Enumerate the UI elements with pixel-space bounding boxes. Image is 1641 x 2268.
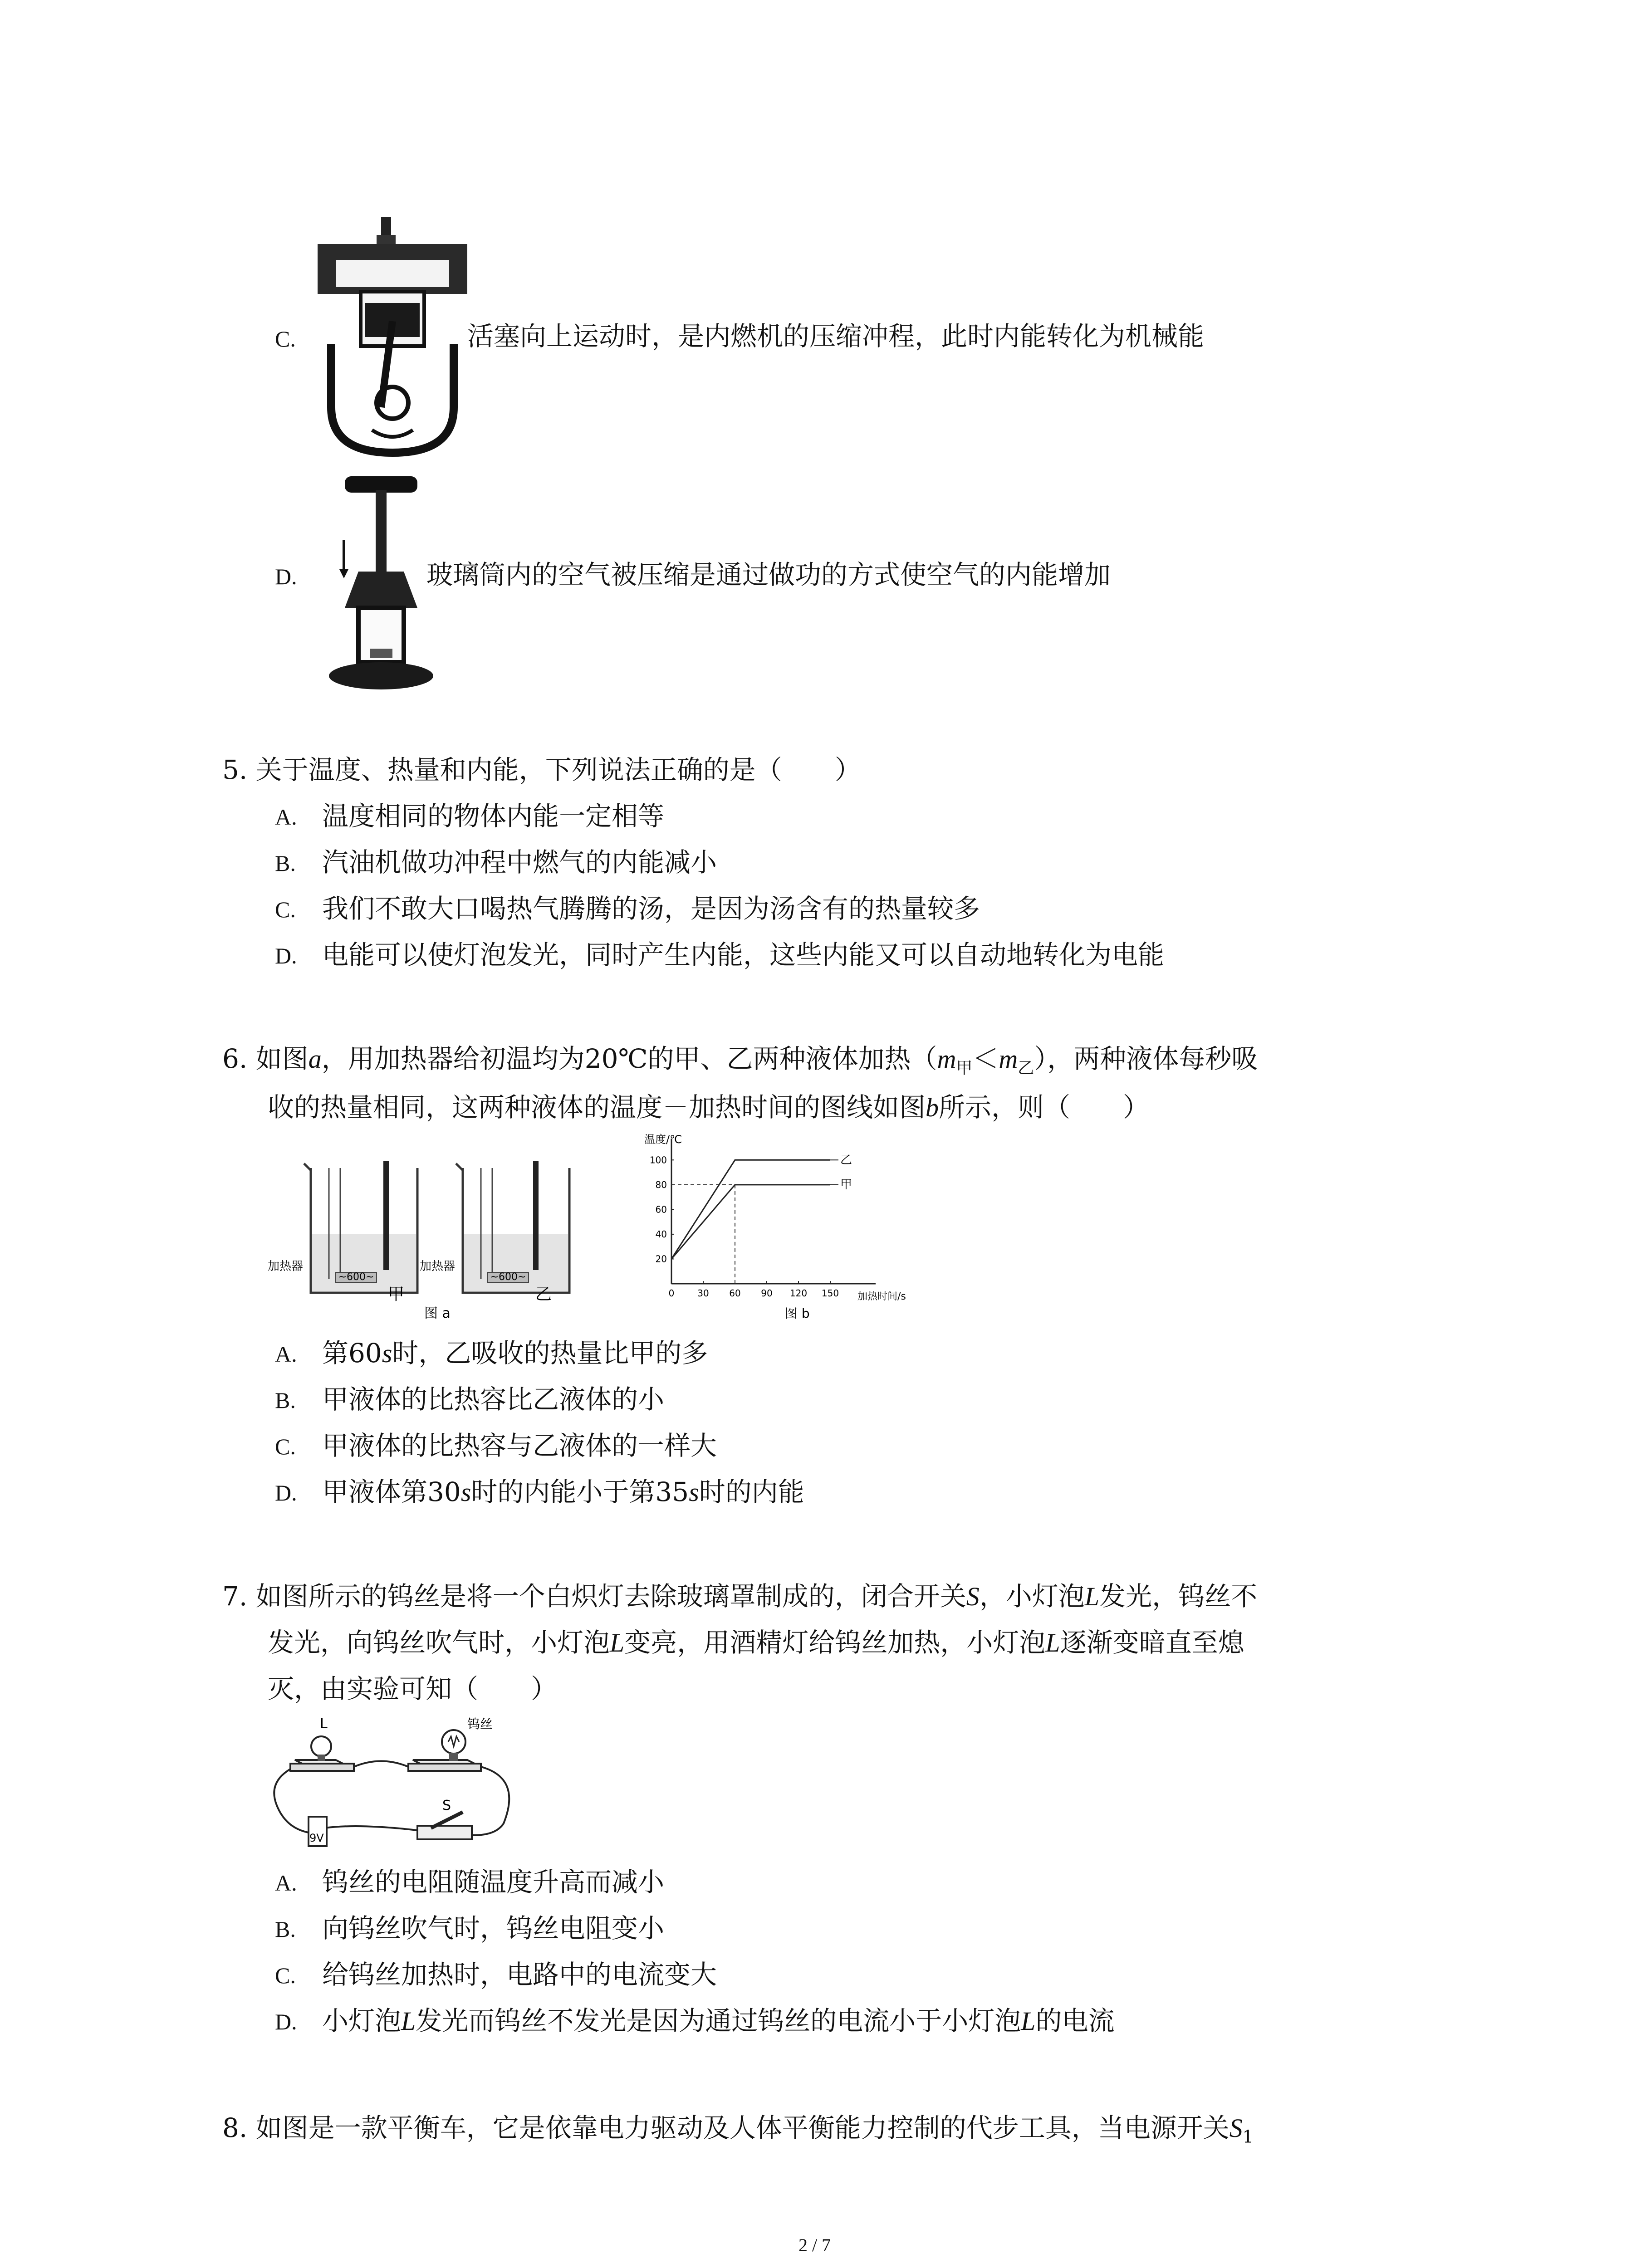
heater-label-b: ~600~ [490,1271,526,1283]
q6-option-a-post: 时，乙吸收的热量比甲的多 [392,1338,708,1369]
q7-option-a-text: 钨丝的电阻随温度升高而减小 [322,1867,665,1897]
q7-option-d-label: D. [275,2009,297,2034]
q7-l2-L: L [610,1628,625,1657]
q5-option-d-label: D. [275,943,297,968]
q6-option-a-text [322,1340,708,1367]
q7-d-b: 发光而钨丝不发光是因为通过钨丝的电流小于小灯泡 [416,2005,1021,2036]
q6-option-d-label: D. [275,1480,297,1505]
q5-option-d-text: 电能可以使灯泡发光，同时产生内能，这些内能又可以自动地转化为电能 [322,939,1165,970]
q6-stem-l2-b: b [926,1093,939,1122]
fire-syringe-figure [327,476,436,694]
beaker-jia [268,1161,417,1304]
q5-option-c-label: C. [275,897,296,922]
q6-option-c-text: 甲液体的比热容与乙液体的一样大 [322,1430,717,1461]
q6-sub2: 乙 [1018,1059,1034,1078]
figure-a-caption: 图 a [424,1305,451,1321]
q6-option-d-unit2: s [689,1477,699,1507]
q6-option-b-text: 甲液体的比热容比乙液体的小 [322,1384,665,1415]
q6-option-a-label: A. [275,1341,297,1367]
beaker-yi [420,1161,569,1304]
q5-stem: 5. 关于温度、热量和内能，下列说法正确的是（ ） [222,754,861,785]
circuit-figure [268,1715,522,1855]
y-tick-label: 100 [649,1154,667,1166]
series-label-甲: 甲 [840,1178,852,1192]
q6-option-d-post: 时的内能小于第35 [471,1476,689,1507]
engine-cylinder-figure [318,217,472,462]
tungsten-label: 钨丝 [467,1716,493,1731]
q6-option-d-pre: 甲液体第30 [322,1476,461,1507]
q7-l1-b: ，小灯泡 [979,1581,1085,1612]
beaker-figure-a [268,1143,612,1325]
q7-option-b-label: B. [275,1916,296,1942]
q6-option-d-text [322,1476,804,1507]
temperature-chart [644,1134,935,1325]
x-tick-label: 120 [789,1288,808,1299]
x-tick-label: 90 [761,1288,773,1299]
battery-label: 9V [309,1832,324,1844]
q6-stem-line2 [268,1094,1149,1121]
q6-option-d-post2: 时的内能 [699,1476,804,1507]
q5-option-c-text: 我们不敢大口喝热气腾腾的汤，是因为汤含有的热量较多 [322,893,980,924]
q4-option-c-label: C. [275,326,296,352]
q7-option-c-label: C. [275,1963,296,1988]
q6-stem-l1-d: ），两种液体每秒吸 [1034,1043,1258,1074]
q6-stem-l1-a: 6. 如图 [222,1043,309,1074]
q4-option-d-text: 玻璃筒内的空气被压缩是通过做功的方式使空气的内能增加 [426,559,1111,590]
q6-option-d-unit: s [460,1477,471,1507]
q5-option-a-text: 温度相同的物体内能一定相等 [322,801,665,831]
q6-stem-line1 [222,1043,1258,1078]
y-tick-label: 20 [655,1253,667,1265]
q5-option-b-text: 汽油机做功冲程中燃气的内能减小 [322,847,717,878]
q7-l1-a: 7. 如图所示的钨丝是将一个白炽灯去除玻璃罩制成的，闭合开关 [222,1581,966,1612]
q7-d-a: 小灯泡 [322,2005,402,2036]
q7-l1-L: L [1084,1582,1100,1611]
q7-d-L2: L [1021,2006,1036,2036]
q7-d-c: 的电流 [1035,2005,1115,2036]
y-tick-label: 60 [655,1204,667,1215]
q6-stem-l2-c: 所示，则（ ） [939,1092,1150,1123]
q7-option-d-text [322,2005,1115,2036]
y-tick-label: 80 [655,1179,667,1190]
q5-option-b-label: B. [275,850,296,876]
heater-text-1: 加热器 [268,1260,304,1273]
q6-option-a-pre: 第60 [322,1338,382,1369]
q4-option-d-label: D. [275,564,297,589]
q6-m2: m [999,1044,1018,1074]
q7-option-c-text: 给钨丝加热时，电路中的电流变大 [322,1959,717,1990]
q6-option-a-unit: s [382,1339,392,1368]
q7-l2-a: 发光，向钨丝吹气时，小灯泡 [268,1627,610,1658]
q8-s: S [1229,2113,1243,2143]
q6-m1: m [937,1044,956,1074]
q6-stem-l1-b: a [308,1044,322,1074]
figure-b-caption: 图 b [785,1306,810,1321]
q7-l2-c: 逐渐变暗直至熄 [1060,1627,1244,1658]
series-line-乙 [671,1160,830,1259]
q7-l2-L2: L [1045,1628,1060,1657]
q7-stem-line2 [268,1629,1244,1656]
series-label-乙: 乙 [840,1153,852,1167]
x-tick-label: 0 [668,1288,675,1299]
q6-sub1: 甲 [956,1059,973,1078]
liquid-jia-label: 甲 [388,1285,405,1304]
q6-stem-l2-a: 收的热量相同，这两种液体的温度－加热时间的图线如图 [268,1092,926,1123]
switch-label: S [442,1798,451,1813]
q8-stem-text: 8. 如图是一款平衡车，它是依靠电力驱动及人体平衡能力控制的代步工具，当电源开关 [222,2112,1230,2143]
q7-l2-b: 变亮，用酒精灯给钨丝加热，小灯泡 [624,1627,1046,1658]
heater-text-2: 加热器 [420,1260,456,1273]
heater-label-a: ~600~ [338,1271,374,1283]
q7-stem-line3: 灭，由实验可知（ ） [268,1673,558,1704]
y-tick-label: 40 [655,1228,667,1240]
x-tick-label: 150 [821,1288,839,1299]
q8-stem [222,2112,1254,2147]
q7-l1-c: 发光，钨丝不 [1099,1581,1258,1612]
x-tick-label: 60 [729,1288,741,1299]
q7-d-L1: L [401,2006,416,2036]
q5-option-a-label: A. [275,804,297,830]
lamp-label: L [320,1716,328,1732]
q6-stem-l1-c: ，用加热器给初温均为20℃的甲、乙两种液体加热（ [321,1043,937,1074]
q6-option-b-label: B. [275,1388,296,1413]
liquid-yi-label: 乙 [535,1285,552,1304]
chart-xlabel: 加热时间/s [857,1291,906,1302]
chart-ylabel: 温度/℃ [644,1133,682,1146]
q6-lt: ＜ [972,1043,999,1074]
page-number: 2 / 7 [798,2235,831,2255]
q4-option-c-text: 活塞向上运动时，是内燃机的压缩冲程，此时内能转化为机械能 [467,321,1205,352]
q7-option-b-text: 向钨丝吹气时，钨丝电阻变小 [322,1913,665,1944]
q7-l1-s: S [966,1582,980,1611]
q6-option-c-label: C. [275,1434,296,1459]
q8-sub: 1 [1242,2126,1254,2147]
x-tick-label: 30 [697,1288,709,1299]
q7-option-a-label: A. [275,1870,297,1896]
q7-stem-line1 [222,1583,1257,1610]
